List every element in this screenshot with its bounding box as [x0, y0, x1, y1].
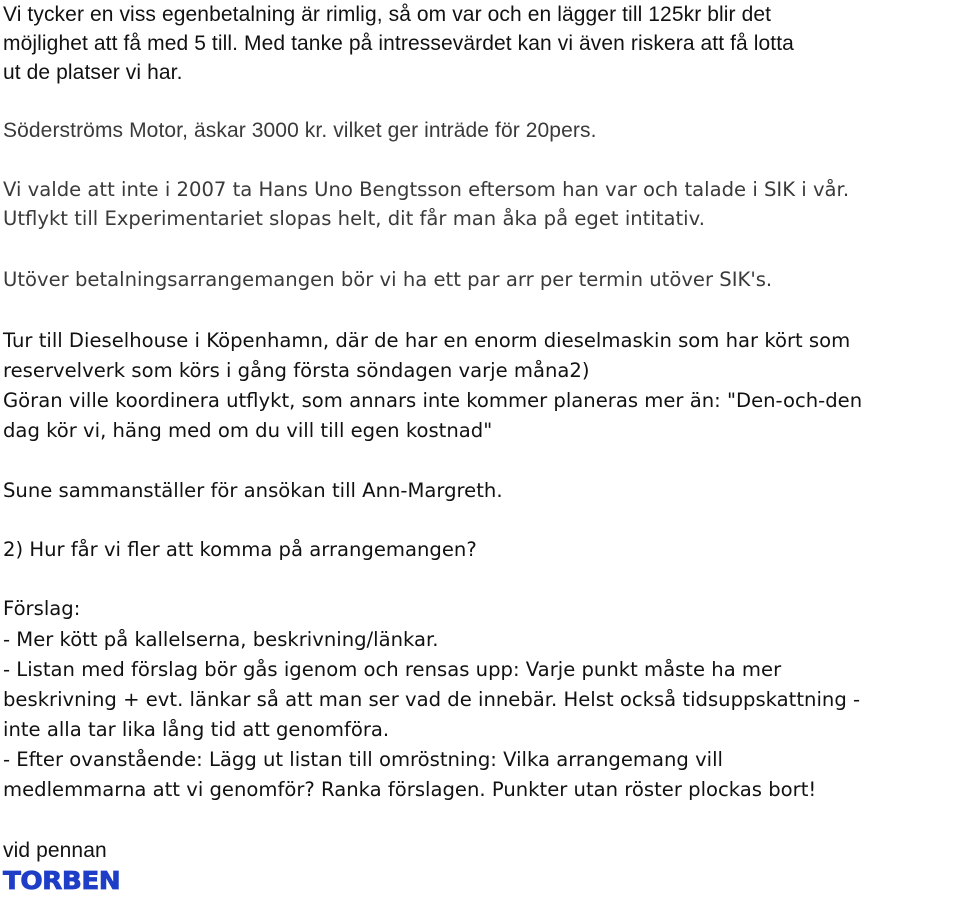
paragraph-line: Tur till Dieselhouse i Köpenhamn, där de har en enorm dieselmaskin som har kört som: [3, 329, 851, 352]
paragraph-line: Utöver betalningsarrangemangen bör vi ha ett par arr per termin utöver SIK's.: [3, 268, 773, 291]
paragraph-line: inte alla tar lika lång tid att genomföra.: [3, 718, 390, 741]
paragraph-line: Förslag:: [3, 597, 81, 620]
paragraph-line: Utflykt till Experimentariet slopas helt, dit får man åka på eget intitativ.: [3, 207, 705, 230]
list-item: - Efter ovanstående: Lägg ut listan till omröstning: Vilka arrangemang vill: [3, 748, 724, 771]
signature: TORBEN: [3, 866, 121, 895]
minute-taker-label: vid pennan: [3, 839, 107, 862]
paragraph-line: Sune sammanställer för ansökan till Ann-Margreth.: [3, 479, 503, 502]
paragraph-line: Vi tycker en viss egenbetalning är rimlig, så om var och en lägger till 125kr blir det: [3, 3, 772, 26]
paragraph-line: reservelverk som körs i gång första söndagen varje måna2): [3, 359, 590, 382]
list-item: - Listan med förslag bör gås igenom och rensas upp: Varje punkt måste ha mer: [3, 658, 782, 681]
paragraph-line: dag kör vi, häng med om du vill till egen kostnad": [3, 419, 493, 442]
paragraph-line: möjlighet att få med 5 till. Med tanke på intressevärdet kan vi även riskera att få lotta: [3, 32, 794, 55]
list-item: - Mer kött på kallelserna, beskrivning/länkar.: [3, 628, 439, 651]
paragraph-line: Söderströms Motor, äskar 3000 kr. vilket ger inträde för 20pers.: [3, 119, 597, 142]
paragraph-line: Vi valde att inte i 2007 ta Hans Uno Bengtsson eftersom han var och talade i SIK i vår.: [3, 178, 850, 201]
paragraph-line: beskrivning + evt. länkar så att man ser vad de innebär. Helst också tidsuppskattning -: [3, 688, 861, 711]
paragraph-line: 2) Hur får vi fler att komma på arrangemangen?: [3, 538, 477, 561]
paragraph-line: Göran ville koordinera utflykt, som annars inte kommer planeras mer än: "Den-och-den: [3, 389, 863, 412]
paragraph-line: medlemmarna att vi genomför? Ranka förslagen. Punkter utan röster plockas bort!: [3, 778, 817, 801]
paragraph-line: ut de platser vi har.: [3, 61, 183, 84]
